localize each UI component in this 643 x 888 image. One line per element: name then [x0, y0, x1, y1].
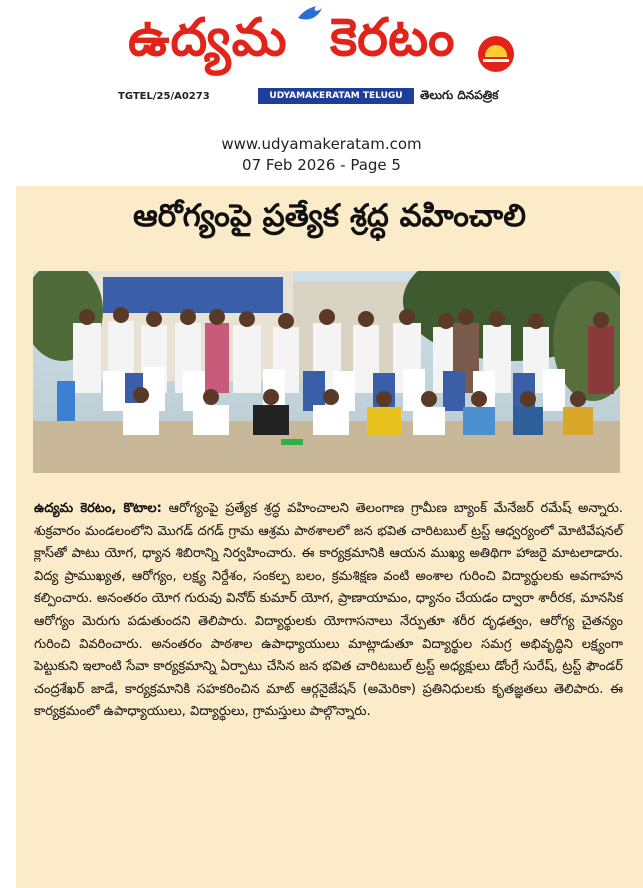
telugu-tagline: తెలుగు దినపత్రిక	[420, 88, 499, 102]
registration-number: TGTEL/25/A0273	[118, 91, 210, 102]
group-photo-illustration	[33, 271, 620, 473]
article-body	[34, 498, 623, 724]
article-dateline: ఉద్యమ కెరటం, కొటాల:	[34, 501, 162, 516]
article-headline: ఆరోగ్యంపై ప్రత్యేక శ్రద్ధ వహించాలి	[133, 198, 526, 234]
logo-wordmark-keratam: కెరటం	[330, 8, 455, 68]
article-text: ఆరోగ్యంపై ప్రత్యేక శ్రద్ధ వహించాలని తెలంగాణ గ్రామీణ బ్యాంక్ మేనేజర్ రమేష్ అన్నారు. శుక్రవారం మండలంలోని మొగడ్ దగడ్ గ్రామ ఆశ్రమ పాఠశాలలో జన భవిత చారిటబుల్ ట్రస్ట్ ఆధ్వర్యంలో మోటివేషనల్ క్లాస్‌తో పాటు యోగ, ధ్యాన శిబిరాన్ని నిర్వహించారు. ఈ కార్యక్రమానికి ఆయన ముఖ్య అతిథిగా హాజరై మాటలాడారు. విద్య ప్రాముఖ్యత, ఆరోగ్యం, లక్ష్య నిర్దేశం, సంకల్ప బలం, క్రమశిక్షణ వంటి అంశాల గురించి విద్యార్థులకు అవగాహన కల్పించారు. అనంతరం యోగ గురువు వినోద్ కుమార్ యోగ, ప్రాణాయామం, ధ్యానం చేయడం ద్వారా శారీరక, మానసిక ఆరోగ్యం మెరుగు పడుతుందని తెలిపారు. విద్యార్థులకు యోగాసనాలు నేర్పుతూ శరీర దృఢత్వం, ఆరోగ్య చైతన్యం గురించి వివరించారు. అనంతరం పాఠశాల ఉపాధ్యాయులు మాట్లాడుతూ విద్యార్థుల సమగ్ర అభివృద్ధిని లక్ష్యంగా పెట్టుకుని ఇలాంటి సేవా కార్యక్రమాన్ని ఏర్పాటు చేసిన జన భవిత చారిటబుల్ ట్రస్ట్ అధ్యక్షులు డోంగ్రే సురేష్, ట్రస్ట్ ఫౌండర్ చంద్రశేఖర్ జాడే, కార్యక్రమానికి సహకరించిన మాట్ ఆర్గనైజేషన్ (అమెరికా) ప్రతినిధులకు కృతజ్ఞతలు తెలిపారు. ఈ కార్యక్రమంలో ఉపాధ్యాయులు, విద్యార్థులు, గ్రామస్తులు పాల్గొన్నారు.	[34, 501, 623, 720]
logo-wordmark-udyama: ఉద్యమ	[128, 8, 288, 68]
masthead	[0, 0, 643, 120]
news-clipping	[16, 186, 643, 888]
sun-logo-icon	[478, 36, 514, 72]
group-photo	[33, 271, 620, 473]
website-url[interactable]: www.udyamakeratam.com	[221, 135, 422, 153]
edition-date-page: 07 Feb 2026 - Page 5	[242, 156, 401, 174]
english-tagline-badge: UDYAMAKERATAM TELUGU DAILY	[258, 88, 414, 104]
bird-logo-icon	[296, 4, 324, 26]
